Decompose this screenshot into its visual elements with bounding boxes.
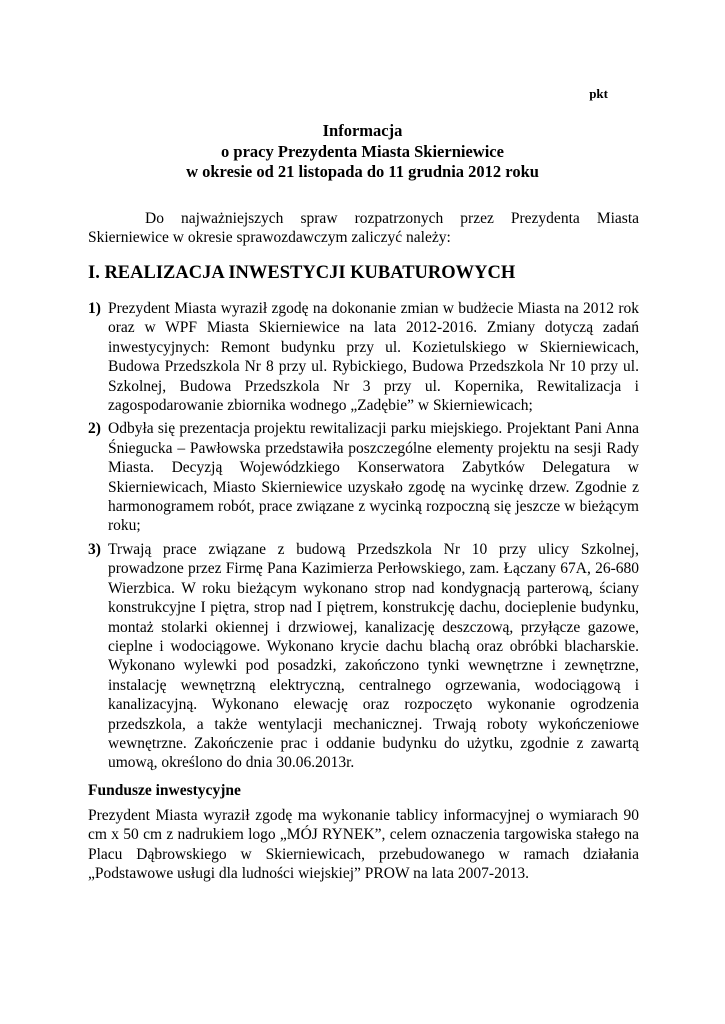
list-item (88, 540, 639, 773)
header-marker: pkt (589, 86, 608, 101)
funds-paragraph: Prezydent Miasta wyraził zgodę ma wykonanie tablicy informacyjnej o wymiarach 90 cm x 50 cm z nadrukiem logo „MÓJ RYNEK”, celem oznaczenia targowiska stałego na Placu Dąbrowskiego w Skierniewicach, przebudowanego w ramach działania „Podstawowe usługi dla ludności wiejskiej” PROW na lata 2007-2013. (88, 807, 639, 883)
list-item-text: Trwają prace związane z budową Przedszkola Nr 10 przy ulicy Szkolnej, prowadzone przez Firmę Pana Kazimierza Perłowskiego, zam. Łączany 67A, 26-680 Wierzbica. W roku bieżącym wykonano strop nad kondygnacją parterową, ściany konstrukcyjne I piętra, strop nad I piętrem, konstrukcję dachu, docieplenie budynku, montaż stolarki okiennej i drzwiowej, kanalizację deszczową, przyłącze gazowe, cieplne i wodociągowe. Wykonano krycie dachu blachą oraz obróbki blacharskie. Wykonano wylewki pod posadzki, zakończono tynki wewnętrzne i zewnętrzne, instalację wewnętrzną elektryczną, centralnego ogrzewania, wodociągową i kanalizacyjną. Wykonano elewację oraz rozpoczęto wykonanie ogrodzenia przedszkola, a także wentylacji mechanicznej. Trwają roboty wykończeniowe wewnętrzne. Zakończenie prac i oddanie budynku do użytku, zgodnie z zawartą umową, określono do dnia 30.06.2013r. (108, 540, 639, 772)
list-item-text: Odbyła się prezentacja projektu rewitalizacji parku miejskiego. Projektant Pani Anna Śniegucka – Pawłowska przedstawiła poszczególne elementy projektu na sesji Rady Miasta. Decyzją Wojewódzkiego Konserwatora Zabytków Delegatura w Skierniewicach, Miasto Skierniewice uzyskało zgodę na wycinkę drzew. Zgodnie z harmonogramem robót, prace związane z wycinką rozpoczną się jeszcze w bieżącym roku; (108, 420, 639, 535)
document-title (0, 121, 725, 183)
list-item-number: 1) (88, 300, 101, 317)
intro-paragraph: Do najważniejszych spraw rozpatrzonych przez Prezydenta Miasta Skierniewice w okresie sprawozdawczym zaliczyć należy: (88, 210, 639, 247)
investment-list (88, 299, 639, 773)
list-item-number: 2) (88, 420, 101, 438)
title-line-1: Informacja (322, 121, 403, 140)
title-line-3: w okresie od 21 listopada do 11 grudnia 2012 roku (186, 162, 539, 181)
section-heading: I. REALIZACJA INWESTYCJI KUBATUROWYCH (88, 263, 516, 283)
funds-heading: Fundusze inwestycyjne (88, 782, 241, 799)
title-line-2: o pracy Prezydenta Miasta Skierniewice (221, 141, 504, 161)
list-item (88, 419, 639, 535)
list-item (88, 299, 639, 415)
list-item-number: 3) (88, 540, 101, 558)
list-item-text: Prezydent Miasta wyraził zgodę na dokonanie zmian w budżecie Miasta na 2012 rok oraz w WPF Miasta Skierniewice na lata 2012-2016. Zmiany dotyczą zadań inwestycyjnych: Remont budynku przy ul. Kozietulskiego w Skierniewicach, Budowa Przedszkola Nr 8 przy ul. Rybickiego, Budowa Przedszkola Nr 10 przy ul. Szkolnej, Budowa Przedszkola Nr 3 przy ul. Kopernika, Rewitalizacja i zagospodarowanie zbiornika wodnego „Zadębie” w Skierniewicach; (108, 300, 639, 415)
